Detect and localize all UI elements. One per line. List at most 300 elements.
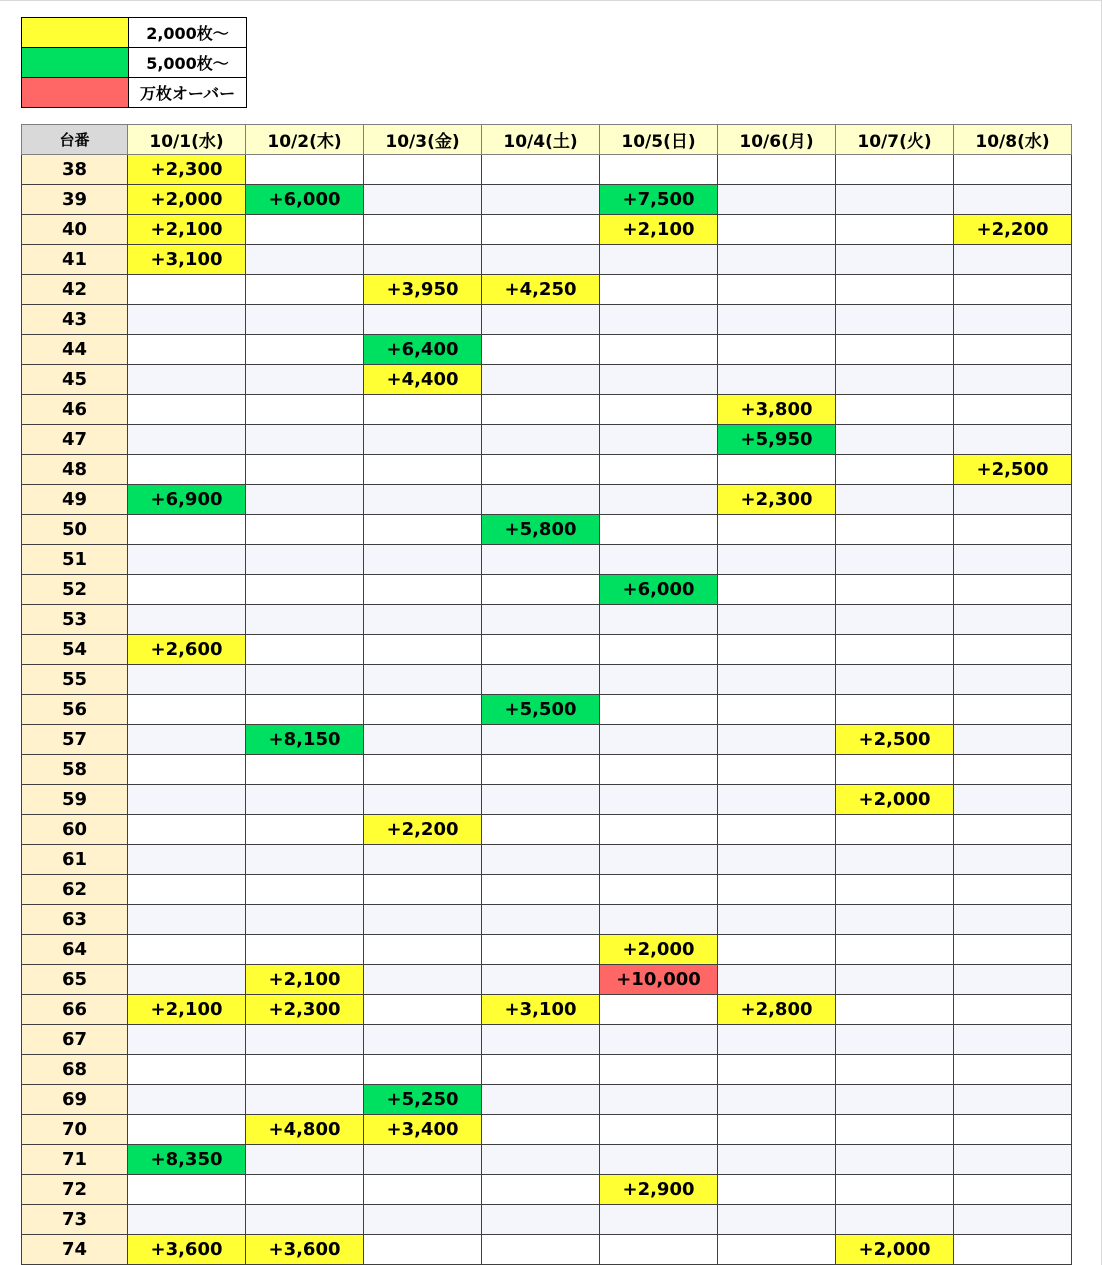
payout-cell <box>954 785 1072 815</box>
payout-cell: +5,800 <box>482 515 600 545</box>
payout-cell: +8,350 <box>128 1145 246 1175</box>
payout-cell: +3,100 <box>128 245 246 275</box>
payout-cell <box>954 1235 1072 1265</box>
payout-cell <box>600 1085 718 1115</box>
table-row <box>22 725 1072 755</box>
payout-cell: +2,100 <box>128 215 246 245</box>
table-row <box>22 1205 1072 1235</box>
payout-cell <box>482 755 600 785</box>
payout-cell: +6,400 <box>364 335 482 365</box>
machine-number: 39 <box>22 185 128 215</box>
table-row <box>22 665 1072 695</box>
payout-cell <box>954 635 1072 665</box>
payout-cell <box>836 965 954 995</box>
payout-cell <box>954 395 1072 425</box>
date-header: 10/6(月) <box>718 125 836 155</box>
machine-number: 38 <box>22 155 128 185</box>
date-header: 10/1(水) <box>128 125 246 155</box>
payout-cell <box>718 965 836 995</box>
payout-cell <box>954 1085 1072 1115</box>
table-row <box>22 1085 1072 1115</box>
payout-cell <box>246 155 364 185</box>
payout-cell: +2,500 <box>954 455 1072 485</box>
payout-cell <box>836 635 954 665</box>
payout-cell <box>718 815 836 845</box>
machine-number: 40 <box>22 215 128 245</box>
payout-cell <box>246 575 364 605</box>
payout-cell <box>128 305 246 335</box>
machine-number: 70 <box>22 1115 128 1145</box>
payout-cell <box>246 1175 364 1205</box>
machine-number: 51 <box>22 545 128 575</box>
payout-cell <box>600 635 718 665</box>
table-row <box>22 995 1072 1025</box>
table-row <box>22 815 1072 845</box>
payout-cell <box>364 515 482 545</box>
machine-number: 50 <box>22 515 128 545</box>
payout-cell <box>836 575 954 605</box>
payout-cell <box>718 755 836 785</box>
date-header: 10/7(火) <box>836 125 954 155</box>
payout-cell <box>246 665 364 695</box>
payout-cell <box>364 755 482 785</box>
machine-number: 41 <box>22 245 128 275</box>
legend-swatch <box>22 48 129 78</box>
payout-cell <box>128 1205 246 1235</box>
machine-number: 54 <box>22 635 128 665</box>
machine-number: 68 <box>22 1055 128 1085</box>
machine-number: 59 <box>22 785 128 815</box>
payout-cell <box>600 1235 718 1265</box>
payout-cell <box>836 545 954 575</box>
payout-cell <box>600 605 718 635</box>
payout-cell: +3,600 <box>128 1235 246 1265</box>
machine-number-header: 台番 <box>22 125 128 155</box>
payout-cell <box>364 965 482 995</box>
payout-cell: +2,200 <box>954 215 1072 245</box>
payout-cell <box>954 515 1072 545</box>
payout-cell <box>954 605 1072 635</box>
table-row <box>22 305 1072 335</box>
table-row <box>22 695 1072 725</box>
payout-cell: +2,600 <box>128 635 246 665</box>
payout-cell <box>246 1205 364 1235</box>
payout-cell <box>128 695 246 725</box>
payout-cell <box>600 365 718 395</box>
payout-cell <box>718 575 836 605</box>
payout-cell <box>600 305 718 335</box>
payout-cell <box>836 395 954 425</box>
payout-cell <box>246 1145 364 1175</box>
payout-cell <box>954 1025 1072 1055</box>
payout-cell <box>718 245 836 275</box>
payout-cell: +2,800 <box>718 995 836 1025</box>
payout-cell <box>600 875 718 905</box>
payout-cell <box>128 605 246 635</box>
payout-cell <box>364 935 482 965</box>
payout-cell <box>364 635 482 665</box>
payout-cell: +4,800 <box>246 1115 364 1145</box>
payout-cell <box>836 875 954 905</box>
payout-cell <box>246 545 364 575</box>
payout-cell <box>600 425 718 455</box>
table-row <box>22 545 1072 575</box>
payout-cell <box>954 935 1072 965</box>
payout-cell <box>482 845 600 875</box>
payout-cell <box>836 605 954 635</box>
payout-cell <box>954 965 1072 995</box>
legend-label: 5,000枚～ <box>129 48 247 78</box>
machine-number: 47 <box>22 425 128 455</box>
payout-cell <box>954 905 1072 935</box>
payout-cell <box>482 155 600 185</box>
date-header: 10/3(金) <box>364 125 482 155</box>
payout-cell <box>954 275 1072 305</box>
payout-cell <box>600 785 718 815</box>
payout-cell <box>600 395 718 425</box>
table-row <box>22 785 1072 815</box>
payout-cell: +10,000 <box>600 965 718 995</box>
payout-cell <box>482 665 600 695</box>
payout-cell: +7,500 <box>600 185 718 215</box>
payout-cell <box>600 275 718 305</box>
payout-cell: +8,150 <box>246 725 364 755</box>
payout-cell: +2,900 <box>600 1175 718 1205</box>
payout-cell <box>128 1085 246 1115</box>
payout-cell <box>246 875 364 905</box>
payout-cell <box>364 845 482 875</box>
payout-cell <box>128 365 246 395</box>
payout-cell: +2,200 <box>364 815 482 845</box>
payout-cell <box>718 725 836 755</box>
payout-cell <box>482 395 600 425</box>
payout-cell <box>482 455 600 485</box>
payout-cell <box>718 215 836 245</box>
payout-cell <box>836 485 954 515</box>
payout-cell <box>718 1025 836 1055</box>
machine-number: 42 <box>22 275 128 305</box>
payout-cell <box>954 575 1072 605</box>
payout-cell: +6,000 <box>246 185 364 215</box>
payout-cell <box>954 155 1072 185</box>
payout-cell <box>128 1115 246 1145</box>
payout-cell <box>600 485 718 515</box>
table-row <box>22 875 1072 905</box>
table-row <box>22 275 1072 305</box>
payout-cell: +2,300 <box>128 155 246 185</box>
payout-cell <box>600 155 718 185</box>
payout-cell: +2,000 <box>600 935 718 965</box>
payout-cell: +5,500 <box>482 695 600 725</box>
table-row <box>22 365 1072 395</box>
table-row <box>22 185 1072 215</box>
machine-number: 64 <box>22 935 128 965</box>
payout-cell <box>718 1115 836 1145</box>
machine-number: 74 <box>22 1235 128 1265</box>
machine-number: 60 <box>22 815 128 845</box>
table-row <box>22 605 1072 635</box>
top-border <box>0 0 1102 1</box>
payout-cell <box>128 1055 246 1085</box>
payout-cell <box>954 845 1072 875</box>
payout-cell <box>718 155 836 185</box>
table-row <box>22 215 1072 245</box>
payout-cell <box>836 815 954 845</box>
payout-cell <box>246 425 364 455</box>
payout-cell <box>836 1115 954 1145</box>
payout-cell: +2,100 <box>128 995 246 1025</box>
payout-cell <box>954 695 1072 725</box>
payout-cell <box>954 485 1072 515</box>
table-row <box>22 1175 1072 1205</box>
payout-cell <box>600 1025 718 1055</box>
payout-cell <box>128 575 246 605</box>
payout-cell: +5,250 <box>364 1085 482 1115</box>
payout-cell <box>364 665 482 695</box>
machine-number: 44 <box>22 335 128 365</box>
payout-cell <box>364 455 482 485</box>
payout-cell <box>364 725 482 755</box>
payout-cell <box>836 215 954 245</box>
table-row <box>22 245 1072 275</box>
payout-cell <box>128 515 246 545</box>
payout-cell <box>246 455 364 485</box>
payout-cell: +3,950 <box>364 275 482 305</box>
payout-cell <box>482 875 600 905</box>
payout-cell <box>600 725 718 755</box>
legend-row <box>22 78 247 108</box>
payout-cell <box>718 1235 836 1265</box>
payout-cell <box>718 695 836 725</box>
payout-cell <box>954 755 1072 785</box>
payout-cell <box>836 515 954 545</box>
payout-cell <box>364 485 482 515</box>
payout-cell <box>482 365 600 395</box>
payout-cell <box>836 905 954 935</box>
payout-cell <box>836 1175 954 1205</box>
payout-cell <box>836 1205 954 1235</box>
payout-cell: +2,000 <box>836 1235 954 1265</box>
payout-cell <box>128 845 246 875</box>
payout-cell <box>364 395 482 425</box>
payout-cell <box>364 1025 482 1055</box>
table-row <box>22 335 1072 365</box>
table-row <box>22 1115 1072 1145</box>
payout-cell <box>246 695 364 725</box>
payout-cell <box>128 785 246 815</box>
payout-cell <box>718 545 836 575</box>
payout-cell <box>836 305 954 335</box>
machine-number: 46 <box>22 395 128 425</box>
machine-number: 45 <box>22 365 128 395</box>
machine-number: 73 <box>22 1205 128 1235</box>
payout-cell <box>600 695 718 725</box>
payout-cell <box>836 695 954 725</box>
payout-cell <box>600 455 718 485</box>
payout-cell <box>128 335 246 365</box>
payout-cell <box>718 935 836 965</box>
payout-cell <box>246 1085 364 1115</box>
payout-cell <box>718 845 836 875</box>
payout-cell <box>836 185 954 215</box>
payout-cell <box>246 215 364 245</box>
payout-cell: +5,950 <box>718 425 836 455</box>
payout-cell <box>600 245 718 275</box>
payout-cell <box>600 1205 718 1235</box>
payout-cell <box>482 1205 600 1235</box>
payout-cell <box>954 305 1072 335</box>
machine-number: 53 <box>22 605 128 635</box>
payout-cell <box>246 1055 364 1085</box>
payout-cell <box>954 335 1072 365</box>
table-row <box>22 455 1072 485</box>
payout-cell <box>718 335 836 365</box>
payout-cell <box>128 965 246 995</box>
payout-cell <box>718 875 836 905</box>
payout-cell <box>364 1175 482 1205</box>
table-row <box>22 755 1072 785</box>
payout-cell <box>836 155 954 185</box>
payout-cell <box>364 875 482 905</box>
payout-cell <box>364 245 482 275</box>
payout-cell <box>718 1055 836 1085</box>
payout-cell <box>600 545 718 575</box>
payout-cell <box>600 995 718 1025</box>
payout-cell <box>246 335 364 365</box>
table-row <box>22 965 1072 995</box>
payout-cell <box>128 455 246 485</box>
payout-cell <box>954 545 1072 575</box>
payout-cell <box>364 1205 482 1235</box>
payout-cell <box>954 1115 1072 1145</box>
payout-cell <box>836 935 954 965</box>
payout-cell <box>364 1055 482 1085</box>
payout-cell <box>718 665 836 695</box>
payout-cell <box>246 605 364 635</box>
machine-number: 69 <box>22 1085 128 1115</box>
machine-number: 62 <box>22 875 128 905</box>
payout-cell <box>718 275 836 305</box>
payout-cell <box>128 665 246 695</box>
machine-number: 56 <box>22 695 128 725</box>
legend-label: 万枚オーバー <box>129 78 247 108</box>
payout-cell <box>482 605 600 635</box>
payout-cell <box>954 365 1072 395</box>
payout-cell <box>954 185 1072 215</box>
machine-number: 43 <box>22 305 128 335</box>
payout-cell <box>836 335 954 365</box>
payout-cell <box>246 935 364 965</box>
payout-cell <box>718 455 836 485</box>
payout-cell <box>954 425 1072 455</box>
payout-cell <box>246 305 364 335</box>
payout-cell: +6,000 <box>600 575 718 605</box>
payout-cell <box>482 545 600 575</box>
payout-cell <box>364 785 482 815</box>
payout-cell <box>954 875 1072 905</box>
payout-cell <box>128 935 246 965</box>
payout-cell <box>364 305 482 335</box>
table-body <box>22 155 1072 1265</box>
payout-cell <box>246 905 364 935</box>
payout-cell <box>482 965 600 995</box>
payout-cell <box>128 395 246 425</box>
payout-cell <box>718 635 836 665</box>
machine-number: 49 <box>22 485 128 515</box>
payout-cell <box>836 1025 954 1055</box>
payout-cell <box>246 635 364 665</box>
table-row <box>22 845 1072 875</box>
payout-cell <box>246 275 364 305</box>
machine-number: 72 <box>22 1175 128 1205</box>
header-row <box>22 125 1072 155</box>
payout-cell <box>718 605 836 635</box>
payout-cell <box>364 425 482 455</box>
payout-cell <box>128 725 246 755</box>
payout-cell <box>128 1025 246 1055</box>
payout-cell <box>482 1235 600 1265</box>
payout-cell <box>600 1055 718 1085</box>
payout-cell <box>128 1175 246 1205</box>
payout-cell: +6,900 <box>128 485 246 515</box>
payout-cell <box>482 635 600 665</box>
payout-cell <box>954 1055 1072 1085</box>
payout-cell <box>482 815 600 845</box>
table-row <box>22 485 1072 515</box>
payout-cell: +2,000 <box>128 185 246 215</box>
payout-cell <box>954 995 1072 1025</box>
payout-cell: +4,250 <box>482 275 600 305</box>
payout-cell <box>718 785 836 815</box>
payout-cell <box>128 425 246 455</box>
payout-cell <box>482 575 600 605</box>
payout-cell <box>482 335 600 365</box>
payout-cell <box>600 665 718 695</box>
payout-cell <box>482 905 600 935</box>
payout-cell <box>482 1115 600 1145</box>
payout-cell <box>482 935 600 965</box>
payout-cell <box>718 365 836 395</box>
legend-row <box>22 18 247 48</box>
payout-cell <box>482 1145 600 1175</box>
payout-cell <box>482 305 600 335</box>
machine-number: 63 <box>22 905 128 935</box>
payout-cell <box>128 875 246 905</box>
table-row <box>22 1025 1072 1055</box>
legend-swatch <box>22 78 129 108</box>
payout-cell <box>954 815 1072 845</box>
payout-cell <box>718 515 836 545</box>
payout-cell <box>364 575 482 605</box>
payout-cell <box>246 845 364 875</box>
payout-cell <box>246 755 364 785</box>
payout-cell <box>364 605 482 635</box>
table-row <box>22 905 1072 935</box>
payout-cell <box>600 335 718 365</box>
payout-cell <box>364 185 482 215</box>
payout-cell <box>718 905 836 935</box>
payout-cell <box>718 1175 836 1205</box>
payout-cell <box>128 545 246 575</box>
payout-cell <box>128 755 246 785</box>
payout-cell: +2,300 <box>718 485 836 515</box>
payout-cell <box>836 665 954 695</box>
payout-cell <box>954 1145 1072 1175</box>
table-row <box>22 425 1072 455</box>
payout-cell <box>954 245 1072 275</box>
payout-cell <box>836 755 954 785</box>
machine-number: 48 <box>22 455 128 485</box>
